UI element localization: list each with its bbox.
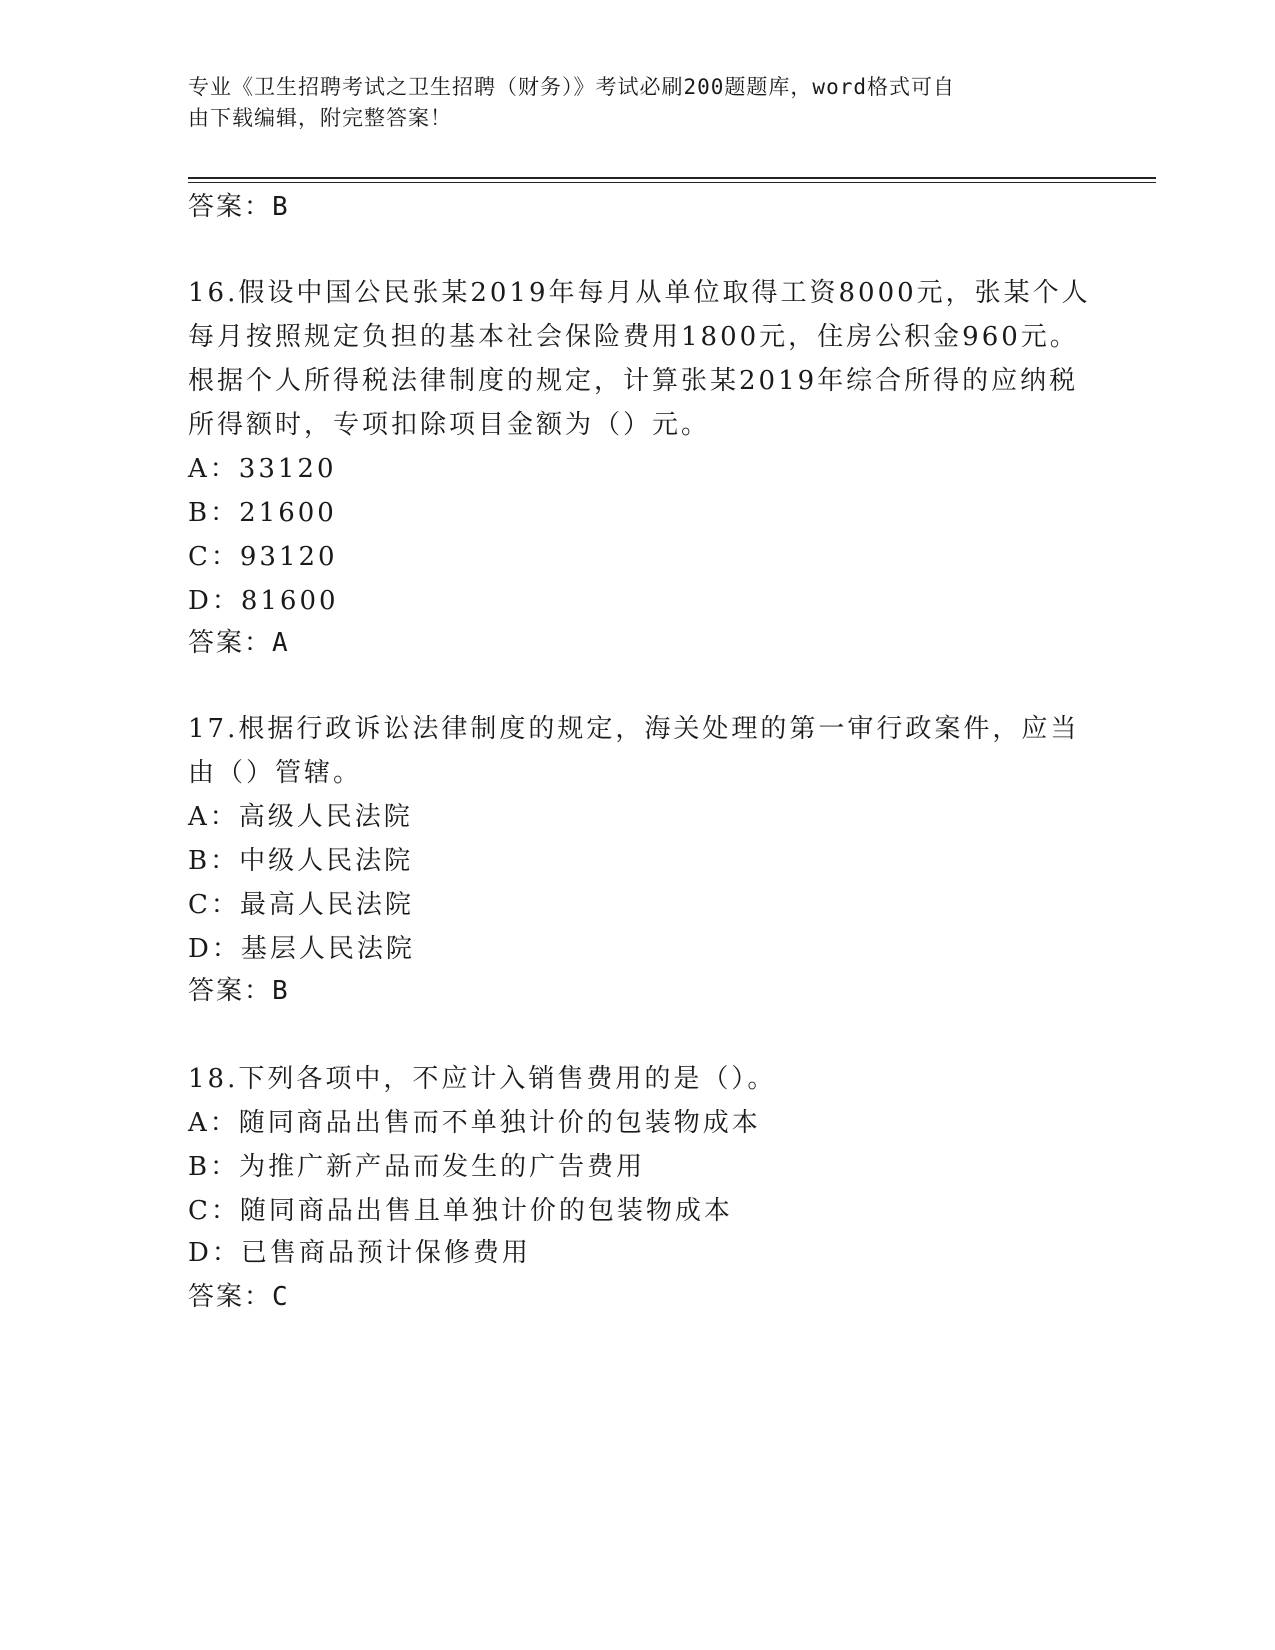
option-b: B：中级人民法院 <box>188 846 414 876</box>
question-stem-line: 根据个人所得税法律制度的规定，计算张某2019年综合所得的应纳税 <box>188 366 1079 396</box>
option-c: C：最高人民法院 <box>188 890 414 920</box>
option-a: A：随同商品出售而不单独计价的包装物成本 <box>188 1108 761 1138</box>
option-c: C：93120 <box>188 542 338 572</box>
option-b: B：21600 <box>188 498 337 528</box>
option-d: D：已售商品预计保修费用 <box>188 1238 531 1268</box>
header-line-1: 专业《卫生招聘考试之卫生招聘（财务）》考试必刷200题题库，word格式可自 <box>188 75 955 99</box>
option-b: B：为推广新产品而发生的广告费用 <box>188 1152 646 1182</box>
header-divider-thin <box>188 182 1156 183</box>
question-stem-line: 所得额时，专项扣除项目金额为（）元。 <box>188 410 711 440</box>
previous-answer: 答案：B <box>188 192 290 222</box>
question-stem-line: 16.假设中国公民张某2019年每月从单位取得工资8000元，张某个人 <box>188 278 1091 308</box>
option-c: C：随同商品出售且单独计价的包装物成本 <box>188 1196 733 1226</box>
option-d: D：81600 <box>188 586 339 616</box>
document-header <box>188 72 1068 134</box>
answer: 答案：B <box>188 976 290 1006</box>
answer: 答案：A <box>188 628 290 658</box>
question-stem-line: 18.下列各项中，不应计入销售费用的是（）。 <box>188 1064 777 1094</box>
header-divider <box>188 177 1156 179</box>
option-d: D：基层人民法院 <box>188 934 415 964</box>
option-a: A：高级人民法院 <box>188 802 413 832</box>
question-stem-line: 17.根据行政诉讼法律制度的规定，海关处理的第一审行政案件，应当 <box>188 714 1080 744</box>
question-stem-line: 每月按照规定负担的基本社会保险费用1800元，住房公积金960元。 <box>188 322 1079 352</box>
question-stem-line: 由（）管辖。 <box>188 758 363 788</box>
option-a: A：33120 <box>188 454 337 484</box>
header-line-2: 由下载编辑，附完整答案！ <box>188 106 452 130</box>
answer: 答案：C <box>188 1282 290 1312</box>
